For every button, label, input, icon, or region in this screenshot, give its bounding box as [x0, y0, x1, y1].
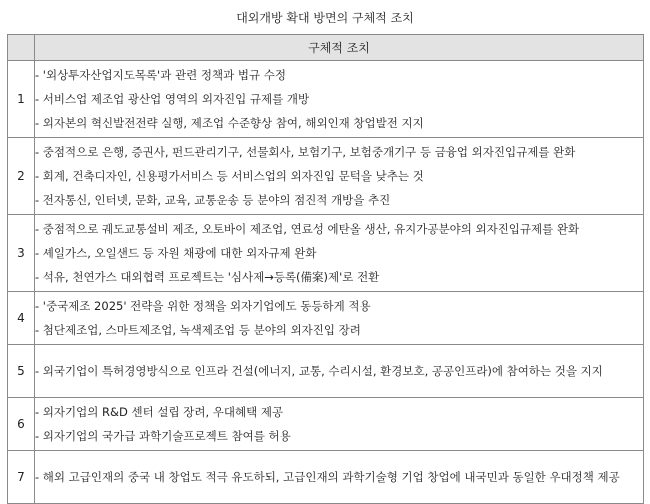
measure-item: - 해외 고급인재의 중국 내 창업도 적극 유도하되, 고급인재의 과학기술형 기업 창업에 내국민과 동일한 우대정책 제공 — [35, 470, 620, 484]
table-row — [8, 398, 644, 451]
measure-item: - 중점적으로 은행, 증권사, 펀드관리기구, 선물회사, 보험기구, 보험중개기구 등 금융업 외자진입규제를 완화 — [35, 145, 576, 159]
table-title: 대외개방 확대 방면의 구체적 조치 — [236, 11, 414, 25]
row-number: 7 — [8, 451, 35, 504]
measure-item: - 석유, 천연가스 대외협력 프로젝트는 '심사제→등록(備案)제'로 전환 — [35, 270, 380, 284]
row-number: 2 — [8, 138, 35, 215]
row-number: 5 — [8, 345, 35, 398]
row-measures — [35, 345, 644, 398]
table-row — [8, 61, 644, 138]
measure-item: - 회계, 건축디자인, 신용평가서비스 등 서비스업의 외자진입 문턱을 낮추는 것 — [35, 169, 424, 183]
measure-item: - 외자본의 혁신발전전략 실행, 제조업 수준향상 참여, 해외인재 창업발전 지지 — [35, 116, 424, 130]
table-row — [8, 138, 644, 215]
table-row — [8, 345, 644, 398]
measure-item: - '외상투자산업지도목록'과 관련 정책과 법규 수정 — [35, 68, 286, 82]
measure-item: - 셰일가스, 오일샌드 등 자원 채광에 대한 외자규제 완화 — [35, 246, 317, 260]
measure-item: - 중점적으로 궤도교통설비 제조, 오토바이 제조업, 연료성 에탄올 생산, 유지가공분야의 외자진입규제를 완화 — [35, 222, 580, 236]
measures-table — [7, 34, 644, 504]
row-measures — [35, 215, 644, 292]
row-measures — [35, 451, 644, 504]
table-header-row — [8, 35, 644, 61]
measure-item: - 외국기업이 특허경영방식으로 인프라 건설(에너지, 교통, 수리시설, 환경보호, 공공인프라)에 참여하는 것을 지지 — [35, 364, 603, 378]
header-measures-cell: 구체적 조치 — [35, 35, 644, 61]
measure-item: - 서비스업 제조업 광산업 영역의 외자진입 규제를 개방 — [35, 92, 310, 106]
measure-item: - 외자기업의 R&D 센터 설립 장려, 우대혜택 제공 — [35, 405, 284, 419]
row-number: 4 — [8, 292, 35, 345]
row-measures — [35, 292, 644, 345]
header-number-cell — [8, 35, 35, 61]
row-number: 1 — [8, 61, 35, 138]
row-number: 3 — [8, 215, 35, 292]
measure-item: - 외자기업의 국가급 과학기술프로젝트 참여를 허용 — [35, 429, 291, 443]
row-measures — [35, 398, 644, 451]
measure-item: - 첨단제조업, 스마트제조업, 녹색제조업 등 분야의 외자진입 장려 — [35, 323, 361, 337]
row-measures — [35, 138, 644, 215]
row-measures — [35, 61, 644, 138]
measure-item: - '중국제조 2025' 전략을 위한 정책을 외자기업에도 동등하게 적용 — [35, 299, 371, 313]
measure-item: - 전자통신, 인터넷, 문화, 교육, 교통운송 등 분야의 점진적 개방을 추진 — [35, 193, 391, 207]
row-number: 6 — [8, 398, 35, 451]
table-row — [8, 451, 644, 504]
table-row — [8, 215, 644, 292]
table-row — [8, 292, 644, 345]
